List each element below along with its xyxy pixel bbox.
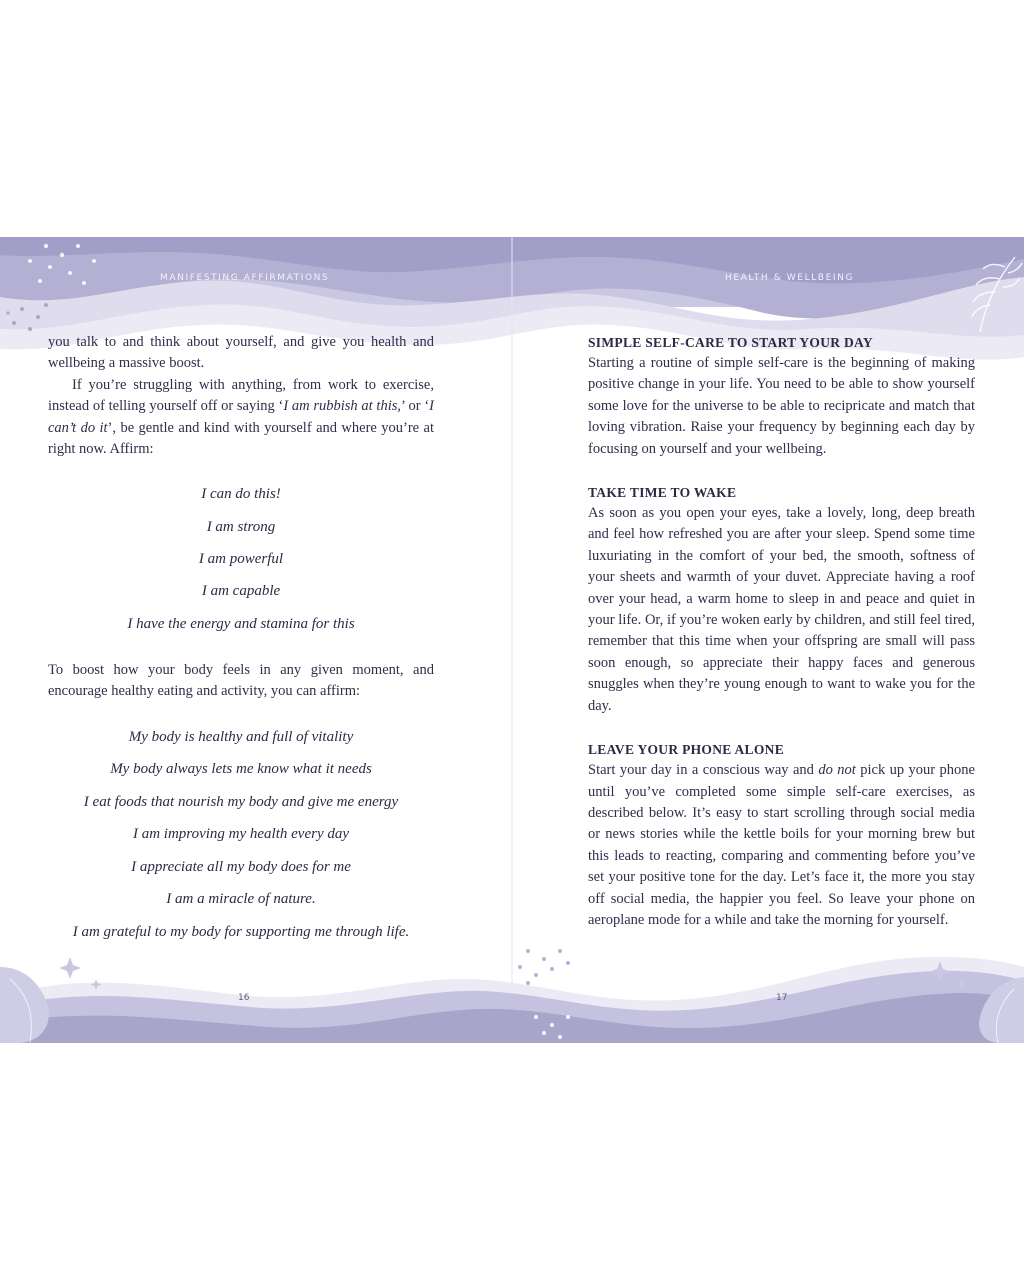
quote-rubbish: I am rubbish at this: [283, 398, 398, 415]
affirmation-item: I am a miracle of nature.: [166, 891, 316, 908]
paragraph-boost-body: To boost how your body feels in any given moment, and encourage healthy eating and activity, you can affirm:: [48, 661, 434, 700]
affirmation-item: I appreciate all my body does for me: [131, 858, 351, 875]
section-body-phone: Start your day in a conscious way and do not pick up your phone until you’ve completed some simple self-care exercises, as described below. It’s easy to start scrolling through social media or news stories while the kettle boils for your morning brew but this leads to reacting, comparing and commenting before you’ve set your positive tone for the day. Let’s face it, the more you stay off social media, the happier you feel. So leave your phone on aeroplane mode for a while and take the morning for yourself.: [588, 762, 975, 928]
running-head-left: MANIFESTING AFFIRMATIONS: [160, 273, 330, 283]
running-head-right: HEALTH & WELLBEING: [725, 273, 855, 283]
section-heading-wake: TAKE TIME TO WAKE: [588, 485, 737, 501]
affirmation-item: I am powerful: [198, 551, 284, 568]
quote-cant-do-it: I can’t do it: [48, 398, 435, 436]
affirmation-item: I eat foods that nourish my body and give me energy: [83, 793, 399, 810]
book-spread: [0, 237, 1024, 1043]
right-page: [588, 332, 975, 931]
emphasis-do-not: do not: [818, 762, 856, 779]
section-heading-phone: LEAVE YOUR PHONE ALONE: [588, 742, 785, 758]
intro-fragment: you talk to and think about yourself, and give you health and wellbeing a massive boost.: [48, 334, 434, 372]
page-number-left: 16: [238, 993, 250, 1003]
affirmation-item: I am grateful to my body for supporting me through life.: [72, 923, 410, 940]
affirmation-item: I have the energy and stamina for this: [127, 615, 355, 632]
affirmation-list-body: [48, 721, 434, 949]
paragraph-struggling: If you’re struggling with anything, from work to exercise, instead of telling yourself off or saying ‘I am rubbish at this,’ or ‘I can’t do it’, be gentle and kind with yourself and where you’re at right now. Affirm:: [48, 376, 435, 458]
affirmation-item: I am strong: [206, 518, 276, 535]
left-page: [48, 332, 434, 968]
affirmation-item: I am improving my health every day: [132, 826, 350, 843]
affirmation-list-strength: [48, 478, 434, 639]
affirmation-item: My body always lets me know what it needs: [110, 761, 372, 778]
affirmation-item: I am capable: [201, 583, 281, 600]
section-heading-self-care: SIMPLE SELF-CARE TO START YOUR DAY: [588, 335, 873, 350]
section-body-wake: As soon as you open your eyes, take a lovely, long, deep breath and feel how refreshed you are after your sleep. Spend some time luxuriating in the comfort of your bed, the smooth, softness of your sheets and warmth of your duvet. Appreciate having a roof over your head, a warm home to sleep in and peace and quiet in your life. Or, if you’re woken early by children, and still feel tired, remember that this time when your offspring are small will pass soon enough, so appreciate their happy faces and generous snuggles when they’re young enough to want to wake you for the day.: [588, 505, 975, 714]
affirmation-item: My body is healthy and full of vitality: [128, 728, 354, 745]
page-number-right: 17: [776, 993, 788, 1003]
affirmation-item: I can do this!: [201, 486, 281, 503]
section-body-self-care: Starting a routine of simple self-care is the beginning of making positive change in your life. You need to be able to show yourself some love for the universe to be able to recipricate and match that loving vibration. Raise your frequency by beginning each day by focusing on yourself and your wellbeing.: [588, 355, 975, 457]
